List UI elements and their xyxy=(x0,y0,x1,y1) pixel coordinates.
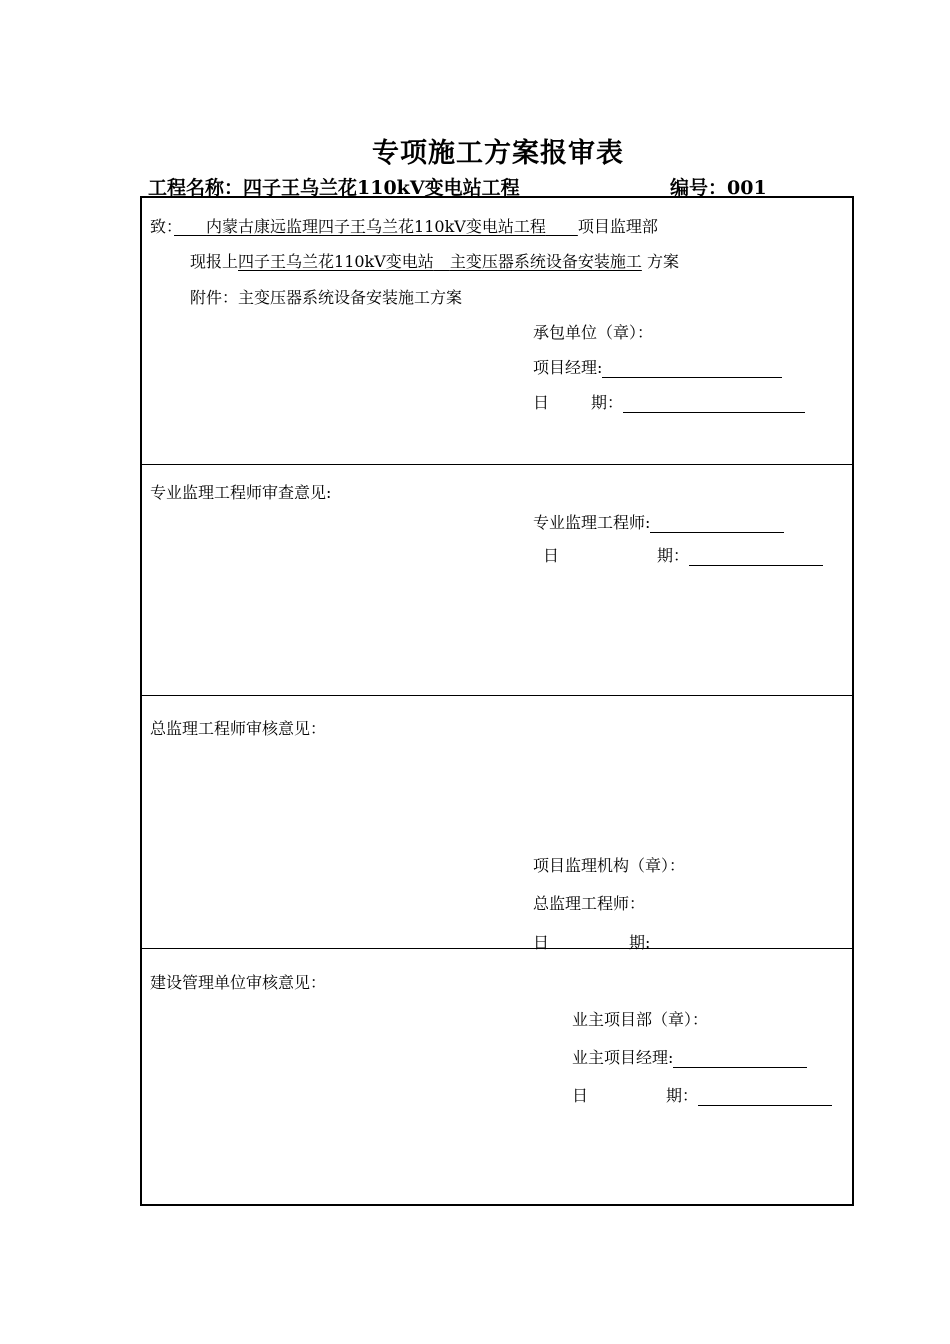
form-title: 专项施工方案报审表 xyxy=(372,138,624,169)
date-label-suffix: 期： xyxy=(666,1086,699,1105)
date-label: 日 xyxy=(533,393,550,412)
divider-2 xyxy=(140,695,854,696)
date-label-suffix: 期： xyxy=(657,546,690,565)
chief-review-heading: 总监理工程师审核意见： xyxy=(150,719,327,738)
project-name: 四子王乌兰花110kV变电站工程 xyxy=(243,177,520,199)
report-suffix: 方案 xyxy=(646,252,679,271)
specialist-review-heading: 专业监理工程师审查意见: xyxy=(150,483,332,502)
date-line-4[interactable] xyxy=(698,1088,832,1106)
report-subject-field[interactable] xyxy=(238,252,642,271)
specialist-row xyxy=(533,510,784,533)
date-row-3 xyxy=(533,930,650,953)
supervision-org-label: 项目监理机构（章）： xyxy=(533,856,686,875)
divider-1 xyxy=(140,464,854,465)
date-row-1 xyxy=(533,390,805,413)
report-row xyxy=(190,249,679,272)
manager-label: 项目经理: xyxy=(533,358,603,377)
manager-row xyxy=(533,355,782,378)
attachment-text: 附件：主变压器系统设备安装施工方案 xyxy=(190,288,463,307)
date-row-2 xyxy=(543,543,823,566)
to-label: 致： xyxy=(150,217,175,236)
date-label: 日 xyxy=(572,1086,589,1105)
date-label-suffix: 期： xyxy=(591,393,624,412)
date-line-2[interactable] xyxy=(689,548,823,566)
date-label: 日 xyxy=(543,546,560,565)
date-line-1[interactable] xyxy=(623,395,805,413)
owner-manager-label: 业主项目经理: xyxy=(572,1048,674,1067)
number-label: 编号： xyxy=(670,177,728,199)
manager-signature-line[interactable] xyxy=(602,360,782,378)
to-value-field[interactable] xyxy=(174,217,578,236)
owner-manager-signature-line[interactable] xyxy=(673,1050,807,1068)
date-label-suffix: 期: xyxy=(629,933,651,952)
owner-review-heading: 建设管理单位审核意见： xyxy=(150,973,327,992)
specialist-signature-line[interactable] xyxy=(650,515,784,533)
chief-engineer-label: 总监理工程师： xyxy=(533,894,646,913)
number-value: 001 xyxy=(727,177,767,199)
project-label: 工程名称： xyxy=(148,177,244,199)
report-subject: 四子王乌兰花110kV变电站 xyxy=(238,252,434,271)
to-suffix: 项目监理部 xyxy=(577,217,658,236)
report-topic: 主变压器系统设备安装施工 xyxy=(449,252,642,271)
divider-3 xyxy=(140,948,854,949)
report-prefix: 现报上 xyxy=(190,252,239,271)
addressee-row xyxy=(150,214,658,237)
date-row-4 xyxy=(572,1083,832,1106)
date-label: 日 xyxy=(533,933,550,952)
owner-manager-row xyxy=(572,1045,807,1068)
contractor-label: 承包单位（章）： xyxy=(533,323,654,342)
specialist-label: 专业监理工程师: xyxy=(533,513,651,532)
owner-dept-label: 业主项目部（章）： xyxy=(572,1010,709,1029)
to-value: 内蒙古康远监理四子王乌兰花110kV变电站工程 xyxy=(206,217,546,236)
